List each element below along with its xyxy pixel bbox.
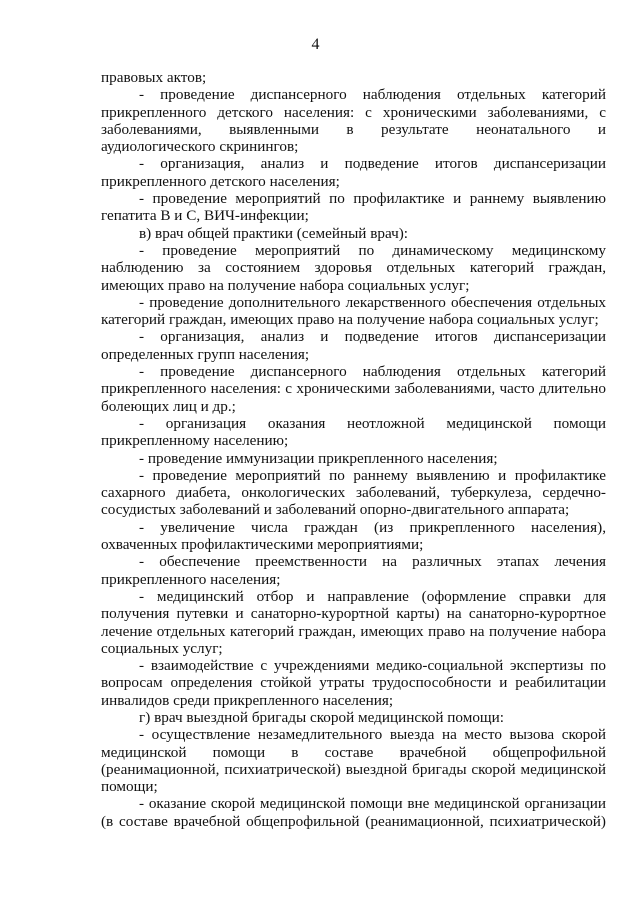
paragraph: - проведение иммунизации прикрепленного населения; [139, 449, 498, 467]
paragraph: - проведение дополнительного лекарственного обеспечения отдельных категорий граждан, имеющих право на получение набора социальных услуг; [101, 293, 606, 329]
paragraph: - проведение мероприятий по профилактике и раннему выявлению гепатита В и С, ВИЧ-инфекции; [101, 190, 606, 225]
paragraph: - проведение мероприятий по динамическому медицинскому наблюдению за состоянием здоровья отдельных категорий граждан, имеющих право на получение набора социальных услуг; [101, 241, 606, 294]
page-number: 4 [311, 36, 320, 53]
paragraph: г) врач выездной бригады скорой медицинской помощи: [139, 708, 504, 726]
paragraph: в) врач общей практики (семейный врач): [139, 224, 409, 242]
paragraph: - увеличение числа граждан (из прикрепленного населения), охваченных профилактическими мероприятиями; [101, 518, 606, 554]
paragraph: - оказание скорой медицинской помощи вне медицинской организации (в составе врачебной общепрофильной (реанимационной, психиатрической) [101, 795, 606, 830]
paragraph: - взаимодействие с учреждениями медико-социальной экспертизы по вопросам определения стойкой утраты трудоспособности и реабилитации инвалидов среди прикрепленного населения; [101, 657, 606, 709]
paragraph: - организация, анализ и подведение итогов диспансеризации определенных групп населения; [101, 328, 606, 363]
paragraph: - проведение мероприятий по раннему выявлению и профилактике сахарного диабета, онкологических заболеваний, туберкулеза, сердечно-сосудистых заболеваний и заболеваний опорно-двигательного аппарата; [101, 466, 606, 519]
body-text [101, 69, 606, 830]
paragraph: - проведение диспансерного наблюдения отдельных категорий прикрепленного детского населения: с хроническими заболеваниями, с заболеваниями, выявленными в результате неонатального и аудиологического скринингов; [101, 86, 606, 156]
paragraph: - обеспечение преемственности на различных этапах лечения прикрепленного населения; [101, 553, 606, 588]
paragraph: - организация, анализ и подведение итогов диспансеризации прикрепленного детского населения; [101, 155, 606, 190]
paragraph: - организация оказания неотложной медицинской помощи прикрепленному населению; [101, 414, 606, 450]
paragraph: правовых актов; [101, 69, 207, 86]
paragraph: - проведение диспансерного наблюдения отдельных категорий прикрепленного населения: с хроническими заболеваниями, часто длительно болеющих лиц и др.; [101, 363, 606, 415]
paragraph: - осуществление незамедлительного выезда на место вызова скорой медицинской помощи в составе врачебной общепрофильной (реанимационной, психиатрической) выездной бригады скорой медицинской помощи; [101, 726, 606, 796]
paragraph: - медицинский отбор и направление (оформление справки для получения путевки и санаторно-курортной карты) на санаторно-курортное лечение отдельных категорий граждан, имеющих право на получение набора социальных услуг; [101, 587, 606, 657]
